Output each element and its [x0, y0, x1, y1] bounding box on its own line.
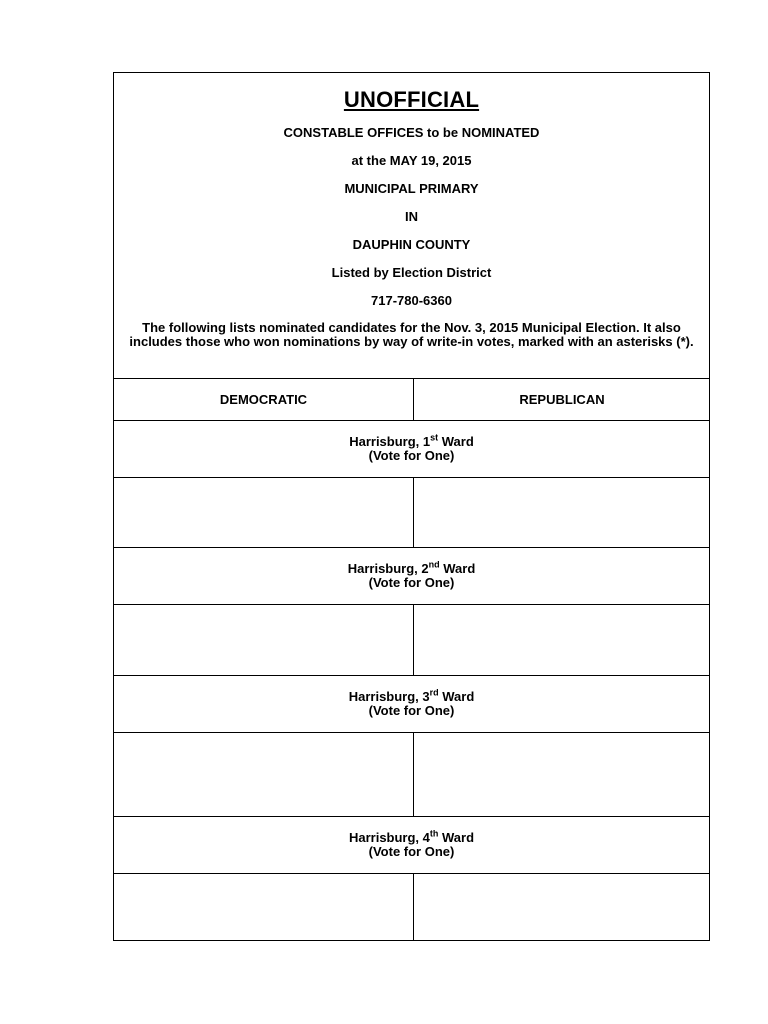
ward-name: Harrisburg, 3rd Ward — [348, 687, 475, 704]
header-phone: 717-780-6360 — [371, 293, 452, 308]
party-header-row — [114, 379, 709, 421]
democratic-column-header: DEMOCRATIC — [114, 379, 414, 420]
ward-heading — [114, 421, 709, 478]
header-line-in: IN — [405, 209, 418, 224]
ward-name: Harrisburg, 1st Ward — [349, 432, 474, 449]
header-line-county: DAUPHIN COUNTY — [352, 237, 471, 252]
header-notice: The following lists nominated candidates for the Nov. 3, 2015 Municipal Election. It also includes those who won nominations by way of write-in votes, marked with an asterisks (*). — [129, 320, 694, 349]
ward-vote-instruction: (Vote for One) — [368, 844, 455, 859]
document-title: UNOFFICIAL — [343, 87, 480, 112]
constable-nominations-table — [113, 72, 710, 941]
republican-column-header: REPUBLICAN — [519, 392, 605, 407]
header-line-offices: CONSTABLE OFFICES to be NOMINATED — [283, 125, 540, 140]
candidate-row — [114, 733, 709, 817]
header-line-election-type: MUNICIPAL PRIMARY — [344, 181, 479, 196]
republican-candidate-cell — [414, 733, 710, 816]
ward-vote-instruction: (Vote for One) — [368, 448, 455, 463]
ward-heading — [114, 548, 709, 605]
ward-heading — [114, 817, 709, 874]
ward-heading — [114, 676, 709, 733]
header-line-date: at the MAY 19, 2015 — [351, 153, 472, 168]
candidate-row — [114, 874, 709, 941]
republican-candidate-cell — [414, 874, 710, 941]
ward-name: Harrisburg, 2nd Ward — [347, 559, 476, 576]
ward-name: Harrisburg, 4th Ward — [348, 828, 475, 845]
header-line-listing: Listed by Election District — [331, 265, 492, 280]
document-header — [114, 73, 709, 379]
ward-vote-instruction: (Vote for One) — [368, 703, 455, 718]
ward-vote-instruction: (Vote for One) — [368, 575, 455, 590]
candidate-row — [114, 605, 709, 676]
republican-candidate-cell — [414, 605, 710, 675]
democratic-candidate-cell — [114, 733, 414, 816]
democratic-candidate-cell — [114, 478, 414, 547]
candidate-row — [114, 478, 709, 548]
republican-candidate-cell — [414, 478, 710, 547]
democratic-candidate-cell — [114, 605, 414, 675]
democratic-candidate-cell — [114, 874, 414, 941]
